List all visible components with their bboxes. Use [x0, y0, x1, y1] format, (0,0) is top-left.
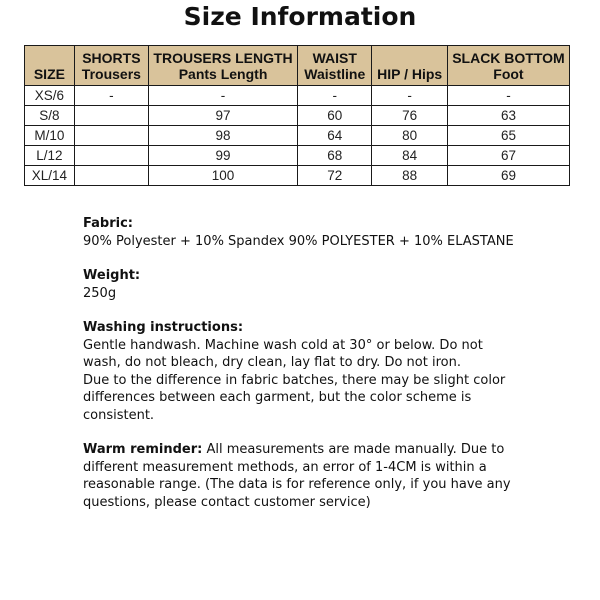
header-trousers-length: TROUSERS LENGTH Pants Length: [148, 46, 297, 86]
cell-waist: 60: [298, 106, 372, 126]
table-header-row: [25, 46, 570, 86]
table-row: [25, 126, 570, 146]
page-title: Size Information: [183, 2, 417, 31]
header-size: SIZE: [25, 46, 75, 86]
washing-line: consistent.: [83, 407, 155, 423]
cell-slack-bottom: -: [447, 86, 569, 106]
cell-waist: -: [298, 86, 372, 106]
washing-line: Gentle handwash. Machine wash cold at 30° or below. Do not: [83, 337, 483, 353]
reminder-text: All measurements are made manually. Due to: [202, 442, 505, 457]
table-row: [25, 166, 570, 186]
product-info: [83, 215, 583, 528]
cell-slack-bottom: 63: [447, 106, 569, 126]
header-shorts: SHORTS Trousers: [74, 46, 148, 86]
cell-hip: 76: [372, 106, 448, 126]
reminder-line: reasonable range. (The data is for reference only, if you have any: [83, 477, 511, 492]
table-row: [25, 146, 570, 166]
cell-trousers-length: 97: [148, 106, 297, 126]
cell-size: L/12: [25, 146, 75, 166]
header-hip: HIP / Hips: [372, 46, 448, 86]
weight-text: 250g: [83, 285, 117, 301]
cell-trousers-length: 99: [148, 146, 297, 166]
cell-slack-bottom: 69: [447, 166, 569, 186]
cell-hip: -: [372, 86, 448, 106]
reminder-section: [83, 441, 583, 511]
table-row: [25, 86, 570, 106]
fabric-heading: Fabric:: [83, 216, 133, 231]
weight-section: [83, 267, 583, 302]
cell-hip: 84: [372, 146, 448, 166]
weight-heading: Weight:: [83, 268, 141, 283]
reminder-first-line: [83, 441, 583, 459]
cell-trousers-length: 100: [148, 166, 297, 186]
washing-line: Due to the difference in fabric batches, there may be slight color: [83, 372, 506, 388]
fabric-section: [83, 215, 583, 250]
cell-waist: 68: [298, 146, 372, 166]
reminder-heading: Warm reminder:: [83, 442, 203, 457]
table-row: [25, 106, 570, 126]
cell-waist: 64: [298, 126, 372, 146]
cell-waist: 72: [298, 166, 372, 186]
cell-size: XS/6: [25, 86, 75, 106]
cell-slack-bottom: 65: [447, 126, 569, 146]
header-waist: WAIST Waistline: [298, 46, 372, 86]
cell-shorts: -: [74, 86, 148, 106]
cell-shorts: [74, 146, 148, 166]
cell-size: S/8: [25, 106, 75, 126]
washing-line: differences between each garment, but the color scheme is: [83, 390, 472, 405]
cell-size: XL/14: [25, 166, 75, 186]
cell-shorts: [74, 166, 148, 186]
cell-slack-bottom: 67: [447, 146, 569, 166]
reminder-line: different measurement methods, an error of 1-4CM is within a: [83, 459, 487, 475]
cell-size: M/10: [25, 126, 75, 146]
reminder-line: questions, please contact customer service): [83, 494, 371, 510]
cell-shorts: [74, 126, 148, 146]
cell-hip: 88: [372, 166, 448, 186]
washing-line: wash, do not bleach, dry clean, lay flat to dry. Do not iron.: [83, 355, 461, 370]
washing-heading: Washing instructions:: [83, 320, 244, 335]
cell-trousers-length: 98: [148, 126, 297, 146]
header-slack-bottom: SLACK BOTTOM Foot: [447, 46, 569, 86]
fabric-text: 90% Polyester + 10% Spandex 90% POLYESTER + 10% ELASTANE: [83, 233, 514, 249]
size-table: [24, 45, 570, 186]
cell-shorts: [74, 106, 148, 126]
cell-trousers-length: -: [148, 86, 297, 106]
cell-hip: 80: [372, 126, 448, 146]
washing-section: [83, 319, 583, 424]
